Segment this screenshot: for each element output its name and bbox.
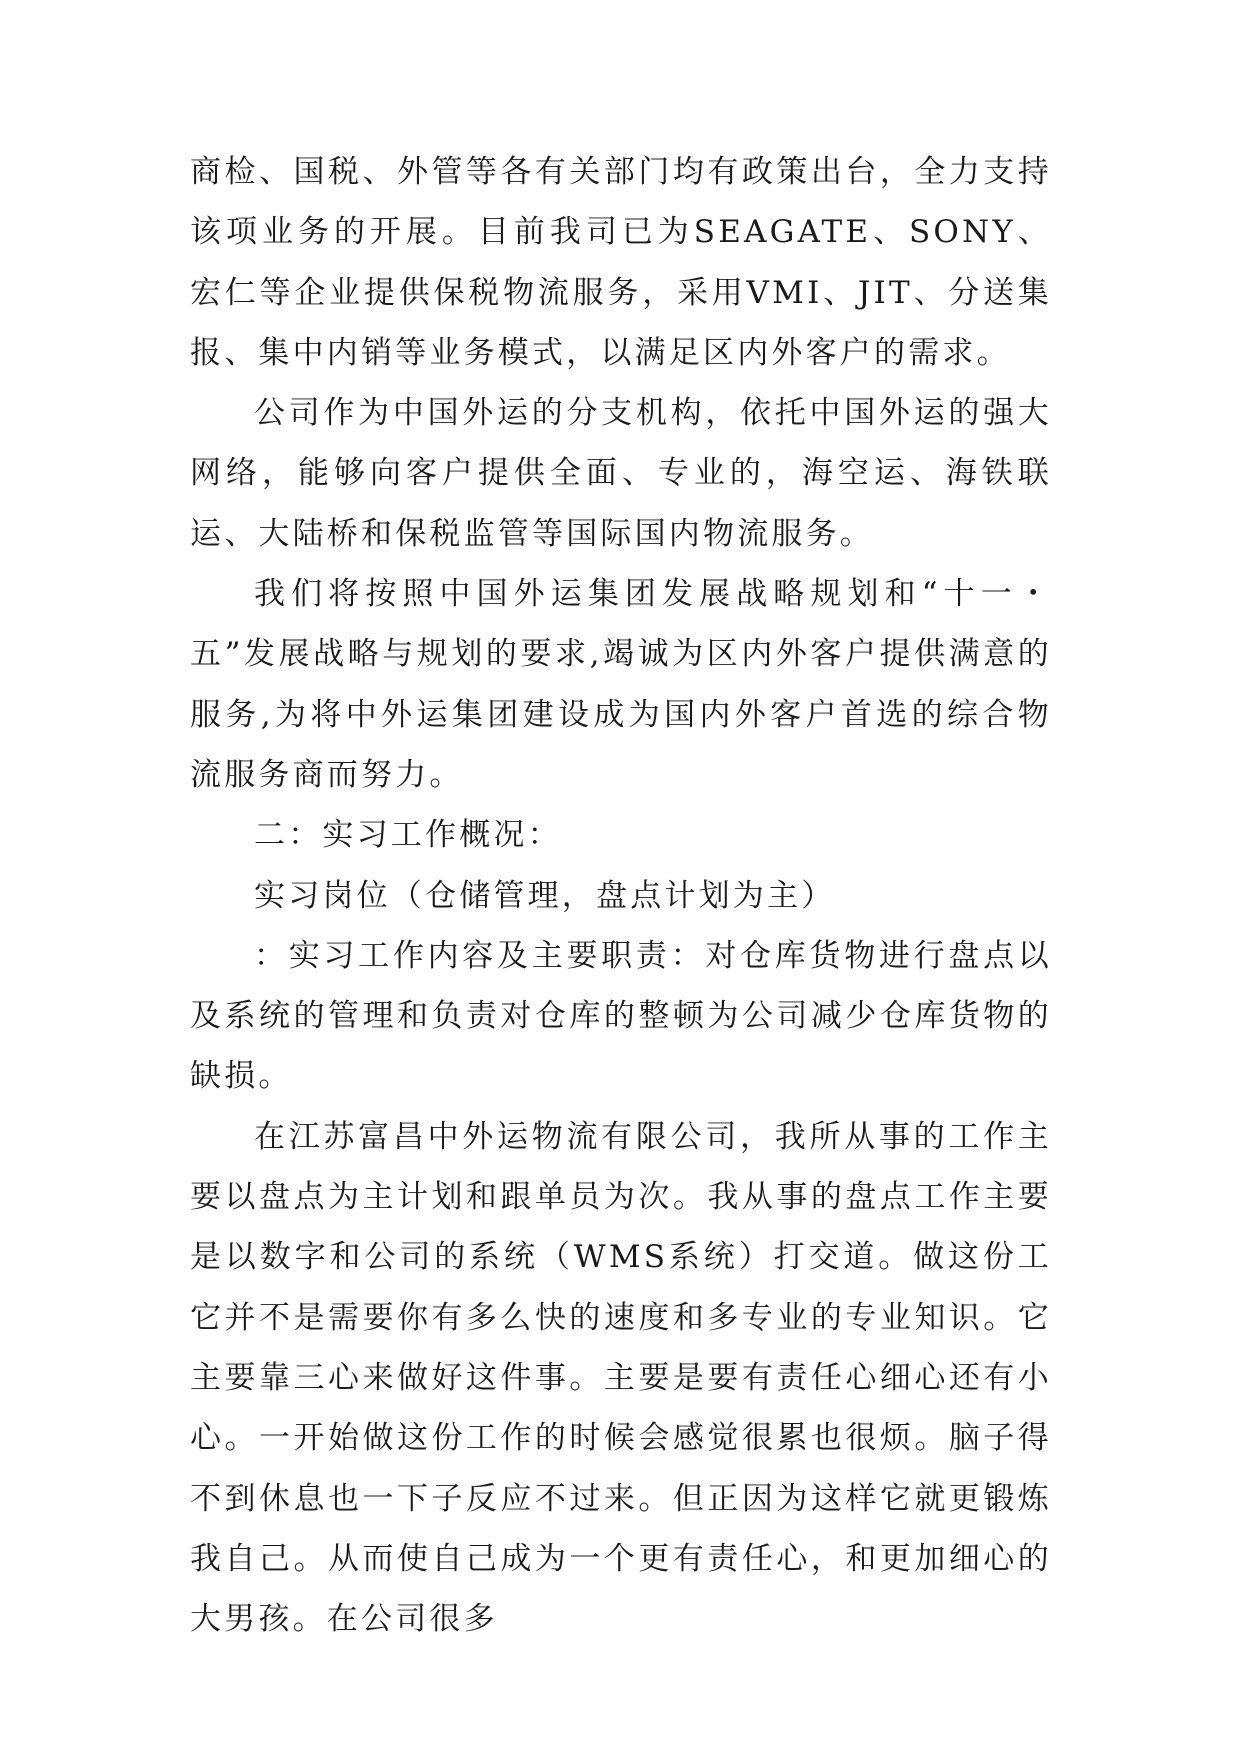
document-body (190, 142, 1052, 1649)
paragraph-2: 公司作为中国外运的分支机构，依托中国外运的强大网络，能够向客户提供全面、专业的，海空运、海铁联运、大陆桥和保税监管等国际国内物流服务。 (190, 395, 1052, 552)
internship-position: 实习岗位（仓储管理，盘点计划为主） (254, 877, 836, 914)
paragraph-7: 在江苏富昌中外运物流有限公司，我所从事的工作主要以盘点为主计划和跟单员为次。我从事的盘点工作主要是以数字和公司的系统（WMS系统）打交道。做这份工它并不是需要你有多么快的速度和多专业的专业知识。它主要靠三心来做好这件事。主要是要有责任心细心还有小心。一开始做这份工作的时候会感觉很累也很烦。脑子得不到休息也一下子反应不过来。但正因为这样它就更锻炼我自己。从而使自己成为一个更有责任心，和更加细心的大男孩。在公司很多 (190, 1118, 1052, 1638)
paragraph-1: 商检、国税、外管等各有关部门均有政策出台，全力支持该项业务的开展。目前我司已为SEAGATE、SONY、宏仁等企业提供保税物流服务，采用VMI、JIT、分送集报、集中内销等业务模式，以满足区内外客户的需求。 (190, 154, 1052, 371)
section-heading-internship-overview: 二：实习工作概况： (254, 817, 562, 854)
paragraph-3: 我们将按照中国外运集团发展战略规划和“十一・五”发展战略与规划的要求,竭诚为区内外客户提供满意的服务,为将中外运集团建设成为国内外客户首选的综合物流服务商而努力。 (190, 576, 1052, 793)
internship-duties: ：实习工作内容及主要职责：对仓库货物进行盘点以及系统的管理和负责对仓库的整顿为公司减少仓库货物的缺损。 (190, 937, 1052, 1095)
